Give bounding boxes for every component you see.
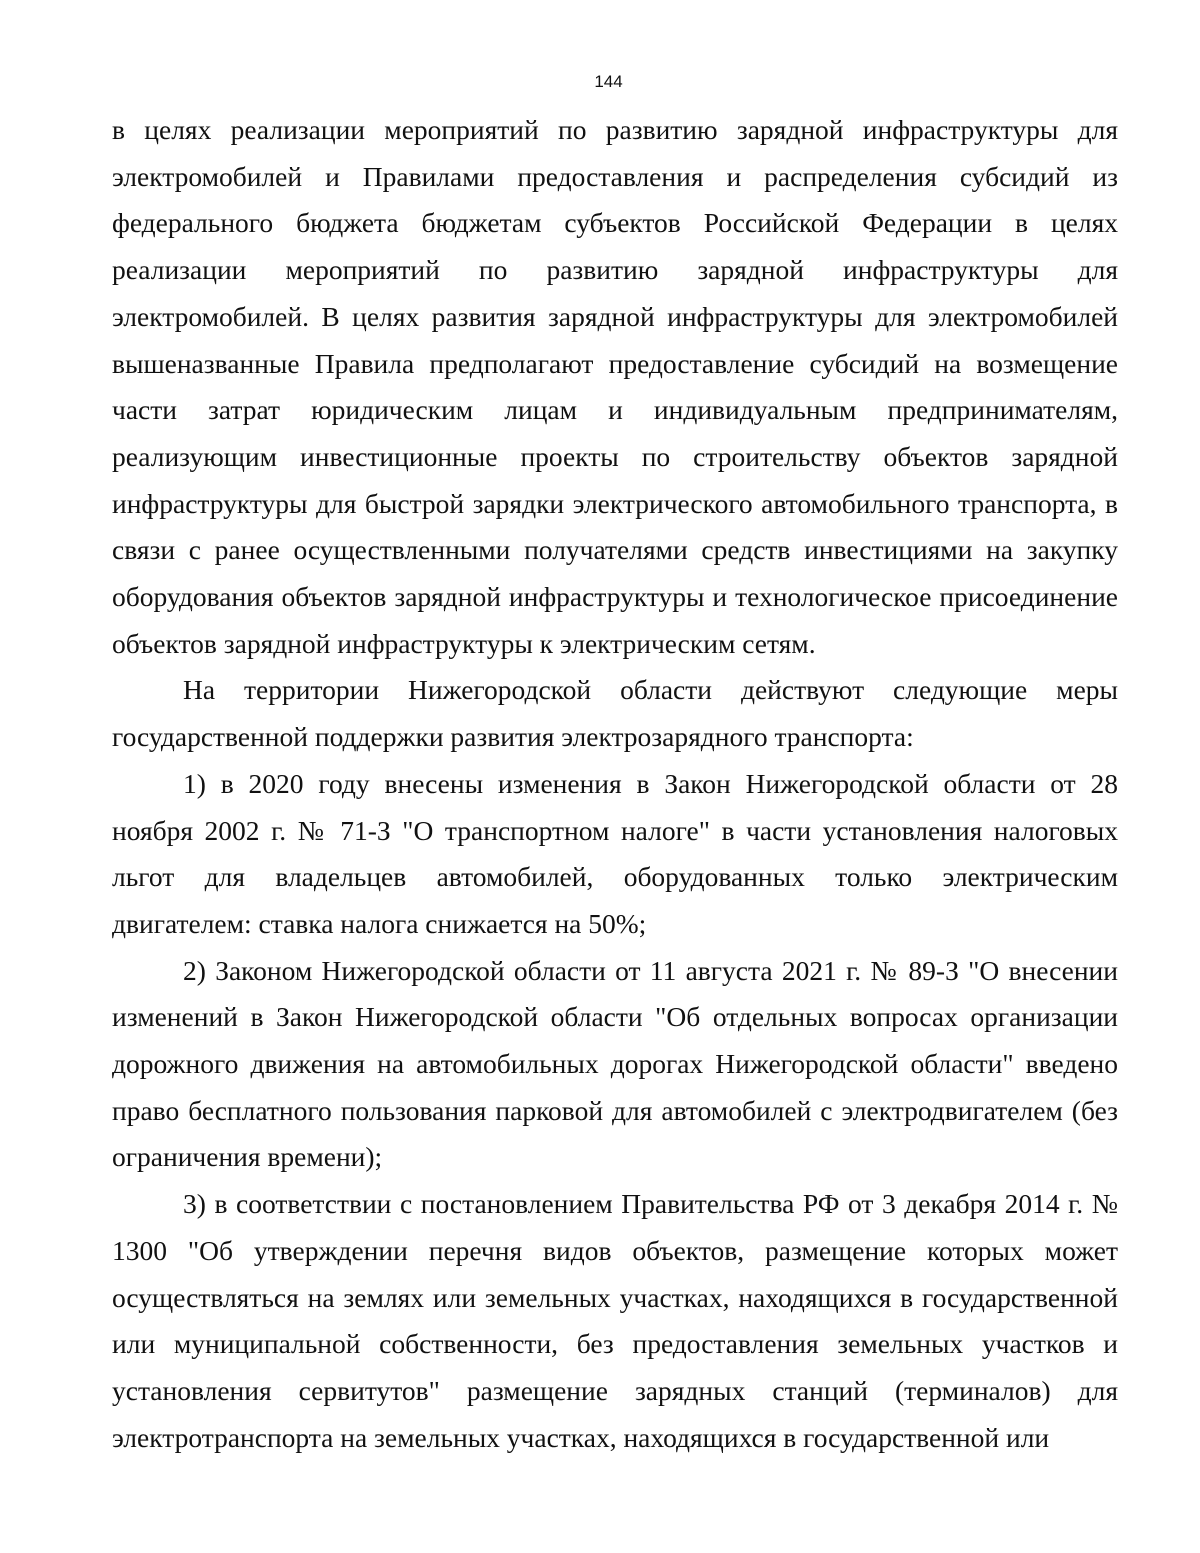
list-item-2: 2) Законом Нижегородской области от 11 августа 2021 г. № 89-З "О внесении изменений в Закон Нижегородской области "Об отдельных вопросах организации дорожного движения на автомобильных дорогах Нижегородской области" введено право бесплатного пользования парковой для автомобилей с электродвигателем (без ограничения времени); — [112, 954, 1118, 1173]
list-item-1: 1) в 2020 году внесены изменения в Закон Нижегородской области от 28 ноября 2002 г. № 71-З "О транспортном налоге" в части установления налоговых льгот для владельцев автомобилей, оборудованных только электрическим двигателем: ставка налога снижается на 50%; — [112, 767, 1118, 939]
paragraph-support-measures-intro: На территории Нижегородской области действуют следующие меры государственной поддержки развития электрозарядного транспорта: — [112, 674, 1118, 753]
paragraph-continuation: в целях реализации мероприятий по развитию зарядной инфраструктуры для электромобилей и Правилами предоставления и распределения субсидий из федерального бюджета бюджетам субъектов Российской Федерации в целях реализации мероприятий по развитию зарядной инфраструктуры для электромобилей. В целях развития зарядной инфраструктуры для электромобилей вышеназванные Правила предполагают предоставление субсидий на возмещение части затрат юридическим лицам и индивидуальным предпринимателям, реализующим инвестиционные проекты по строительству объектов зарядной инфраструктуры для быстрой зарядки электрического автомобильного транспорта, в связи с ранее осуществленными получателями средств инвестициями на закупку оборудования объектов зарядной инфраструктуры и технологическое присоединение объектов зарядной инфраструктуры к электрическим сетям. — [112, 114, 1118, 659]
list-item-3: 3) в соответствии с постановлением Правительства РФ от 3 декабря 2014 г. № 1300 "Об утверждении перечня видов объектов, размещение которых может осуществляться на землях или земельных участках, находящихся в государственной или муниципальной собственности, без предоставления земельных участков и установления сервитутов" размещение зарядных станций (терминалов) для электротранспорта на земельных участках, находящихся в государственной или — [112, 1188, 1118, 1453]
document-body — [112, 107, 1118, 1461]
page-number: 144 — [594, 72, 623, 91]
